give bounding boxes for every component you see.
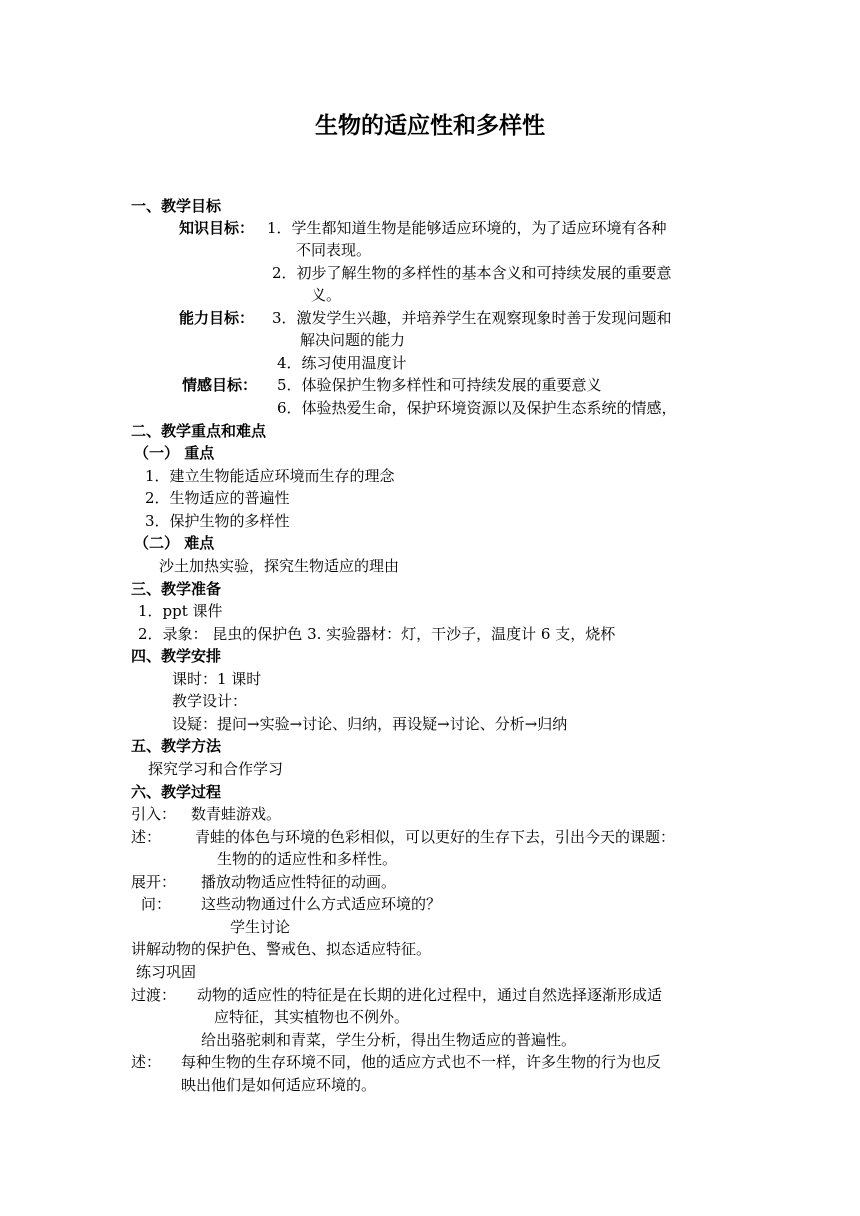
method-line-1: 探究学习和合作学习 xyxy=(148,760,284,778)
knowledge-goal-2-cont: 义。 xyxy=(311,286,342,304)
knowledge-goal-1-cont: 不同表现。 xyxy=(296,241,372,259)
difficulty-1: 沙土加热实验，探究生物适应的理由 xyxy=(159,557,400,575)
ability-goal-label: 能力目标： xyxy=(179,309,255,327)
emotion-goal-6: 6．体验热爱生命，保护环境资源以及保护生态系统的情感， xyxy=(277,399,677,417)
prep-item-1: 1．ppt 课件 xyxy=(138,602,223,620)
section-1-heading: 一、教学目标 xyxy=(131,197,222,215)
ability-goal-3-cont: 解决问题的能力 xyxy=(300,331,406,349)
section-3-heading: 三、教学准备 xyxy=(131,580,222,598)
statement-1-label: 述： xyxy=(131,828,162,846)
transition-example: 给出骆驼刺和青菜，学生分析，得出生物适应的普遍性。 xyxy=(201,1031,577,1049)
prep-item-2: 2．录象： 昆虫的保护色 3. 实验器材：灯，干沙子，温度计 6 支，烧杯 xyxy=(138,625,616,643)
ability-goal-3: 3．激发学生兴趣，并培养学生在观察现象时善于发现问题和 xyxy=(272,309,672,327)
practice-text: 练习巩固 xyxy=(136,963,197,981)
knowledge-goal-2: 2．初步了解生物的多样性的基本含义和可持续发展的重要意 xyxy=(272,264,672,282)
statement-2-label: 述： xyxy=(131,1053,162,1071)
section-5-heading: 五、教学方法 xyxy=(131,737,222,755)
emotion-goal-5: 5．体验保护生物多样性和可持续发展的重要意义 xyxy=(277,376,602,394)
schedule-line-3: 设疑：提问→实验→讨论、归纳，再设疑→讨论、分析→归纳 xyxy=(172,715,568,733)
statement-1-cont: 生物的的适应性和多样性。 xyxy=(217,850,398,868)
intro-text: 数青蛙游戏。 xyxy=(191,805,282,823)
statement-1-text: 青蛙的体色与环境的色彩相似，可以更好的生存下去，引出今天的课题： xyxy=(195,828,676,846)
key-point-3: 3．保护生物的多样性 xyxy=(145,512,290,530)
emotion-goal-label: 情感目标： xyxy=(182,376,258,394)
key-point-1: 1．建立生物能适应环境而生存的理念 xyxy=(145,467,395,485)
key-point-2: 2．生物适应的普遍性 xyxy=(145,489,290,507)
document-title: 生物的适应性和多样性 xyxy=(315,113,545,139)
transition-text: 动物的适应性的特征是在长期的进化过程中，通过自然选择逐渐形成适 xyxy=(197,986,663,1004)
ability-goal-4: 4．练习使用温度计 xyxy=(277,354,407,372)
statement-2-text: 每种生物的生存环境不同，他的适应方式也不一样，许多生物的行为也反 xyxy=(181,1053,662,1071)
expand-label: 展开： xyxy=(131,873,177,891)
question-label: 问： xyxy=(141,895,172,913)
schedule-line-1: 课时：1 课时 xyxy=(172,670,262,688)
knowledge-goal-1: 1．学生都知道生物是能够适应环境的，为了适应环境有各种 xyxy=(267,219,667,237)
statement-2-cont: 映出他们是如何适应环境的。 xyxy=(181,1076,377,1094)
transition-label: 过渡： xyxy=(131,986,177,1004)
section-6-heading: 六、教学过程 xyxy=(131,783,222,801)
question-text: 这些动物通过什么方式适应环境的？ xyxy=(201,895,442,913)
knowledge-goal-label: 知识目标： xyxy=(179,219,255,237)
intro-label: 引入： xyxy=(131,805,177,823)
key-points-subheading: （一） 重点 xyxy=(134,444,215,462)
explain-text: 讲解动物的保护色、警戒色、拟态适应特征。 xyxy=(131,940,432,958)
student-discussion: 学生讨论 xyxy=(230,918,291,936)
difficulty-subheading: （二） 难点 xyxy=(134,534,215,552)
transition-cont: 应特征，其实植物也不例外。 xyxy=(214,1008,410,1026)
expand-text: 播放动物适应性特征的动画。 xyxy=(201,873,397,891)
section-2-heading: 二、教学重点和难点 xyxy=(131,422,267,440)
section-4-heading: 四、教学安排 xyxy=(131,647,222,665)
schedule-line-2: 教学设计： xyxy=(172,692,248,710)
